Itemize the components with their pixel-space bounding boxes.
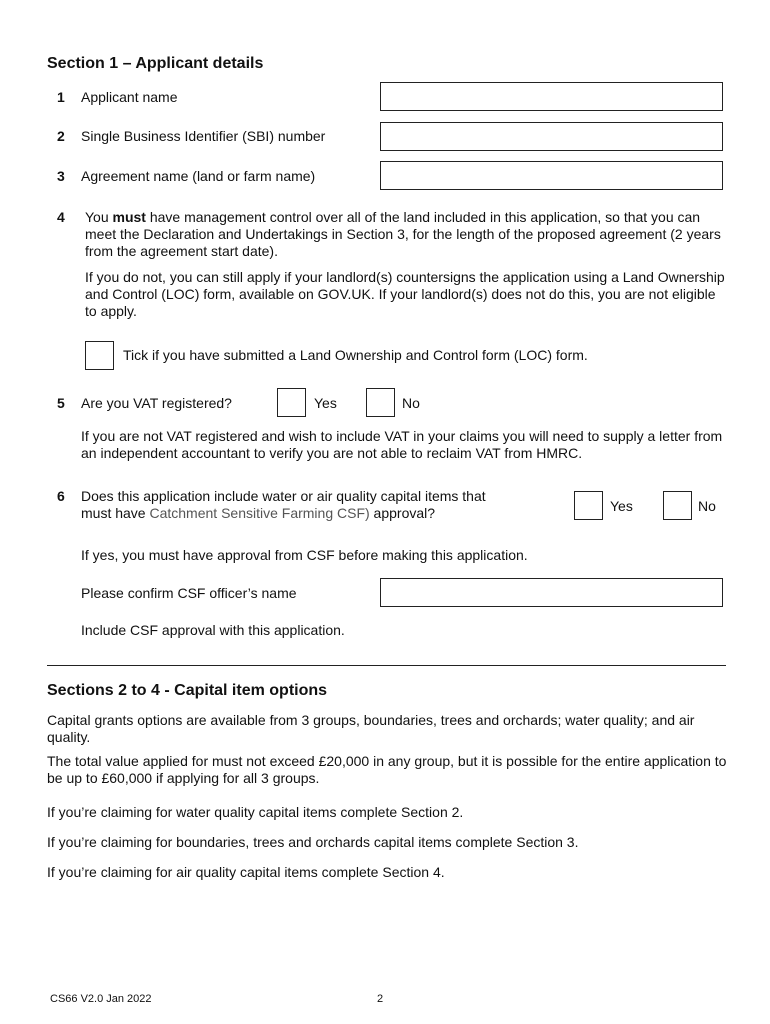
csf-question-line2 <box>81 505 435 522</box>
total-value-paragraph: The total value applied for must not exceed £20,000 in any group, but it is possible for the entire application to be up to £60,000 if applying for all 3 groups. <box>47 753 727 786</box>
csf-yes-checkbox[interactable] <box>574 491 603 520</box>
landlord-countersign-paragraph: If you do not, you can still apply if your landlord(s) countersigns the application using a Land Ownership and Control (LOC) form, available on GOV.UK. If your landlord(s) does not do this, you are not eligible to apply. <box>85 269 725 319</box>
csf-yes-label: Yes <box>610 498 633 514</box>
water-quality-instruction: If you’re claiming for water quality capital items complete Section 2. <box>47 804 464 820</box>
agreement-name-label: Agreement name (land or farm name) <box>81 168 316 184</box>
vat-no-label: No <box>402 395 420 411</box>
page-number: 2 <box>377 993 384 1005</box>
question-1-number: 1 <box>57 89 65 105</box>
csf-no-label: No <box>698 498 716 514</box>
applicant-name-field[interactable] <box>380 82 723 111</box>
csf-officer-label: Please confirm CSF officer’s name <box>81 585 297 601</box>
question-2-number: 2 <box>57 128 65 144</box>
boundaries-instruction: If you’re claiming for boundaries, trees and orchards capital items complete Section 3. <box>47 834 579 850</box>
csf-include-note: Include CSF approval with this application. <box>81 622 345 638</box>
sbi-number-field[interactable] <box>380 122 723 151</box>
csf-question-text-end: approval? <box>369 505 436 521</box>
csf-question-text-start: must have <box>81 505 150 521</box>
management-control-paragraph <box>85 209 725 260</box>
vat-no-checkbox[interactable] <box>366 388 395 417</box>
capital-grants-paragraph: Capital grants options are available from 3 groups, boundaries, trees and orchards; water quality; and air quality. <box>47 712 695 745</box>
csf-approval-note: If yes, you must have approval from CSF before making this application. <box>81 547 528 563</box>
csf-no-checkbox[interactable] <box>663 491 692 520</box>
section-1-heading: Section 1 – Applicant details <box>47 55 264 72</box>
question-5-number: 5 <box>57 395 65 411</box>
csf-link[interactable]: Catchment Sensitive Farming CSF) <box>149 505 370 521</box>
csf-officer-name-field[interactable] <box>380 578 723 607</box>
management-control-text-start: You <box>85 209 113 225</box>
applicant-name-label: Applicant name <box>81 89 178 105</box>
question-3-number: 3 <box>57 168 65 184</box>
vat-registered-label: Are you VAT registered? <box>81 395 232 411</box>
vat-note-paragraph: If you are not VAT registered and wish to include VAT in your claims you will need to supply a letter from an independent accountant to verify you are not able to reclaim VAT from HMRC. <box>81 428 723 461</box>
form-code: CS66 V2.0 Jan 2022 <box>50 993 152 1005</box>
csf-question-line1: Does this application include water or air quality capital items that <box>81 488 486 504</box>
sections-2-4-heading: Sections 2 to 4 - Capital item options <box>47 682 328 699</box>
management-control-text-end: have management control over all of the land included in this application, so that you can meet the Declaration and Undertakings in Section 3, for the length of the proposed agreement (2 years from the agreement start date). <box>85 209 721 259</box>
vat-yes-label: Yes <box>314 395 337 411</box>
vat-yes-checkbox[interactable] <box>277 388 306 417</box>
sbi-number-label: Single Business Identifier (SBI) number <box>81 128 326 144</box>
question-6-number: 6 <box>57 488 65 504</box>
air-quality-instruction: If you’re claiming for air quality capital items complete Section 4. <box>47 864 445 880</box>
loc-form-checkbox-label: Tick if you have submitted a Land Ownership and Control form (LOC) form. <box>123 347 588 363</box>
question-4-number: 4 <box>57 209 65 225</box>
must-emphasis: must <box>112 209 146 225</box>
loc-form-checkbox[interactable] <box>85 341 114 370</box>
section-divider <box>47 665 726 666</box>
agreement-name-field[interactable] <box>380 161 723 190</box>
